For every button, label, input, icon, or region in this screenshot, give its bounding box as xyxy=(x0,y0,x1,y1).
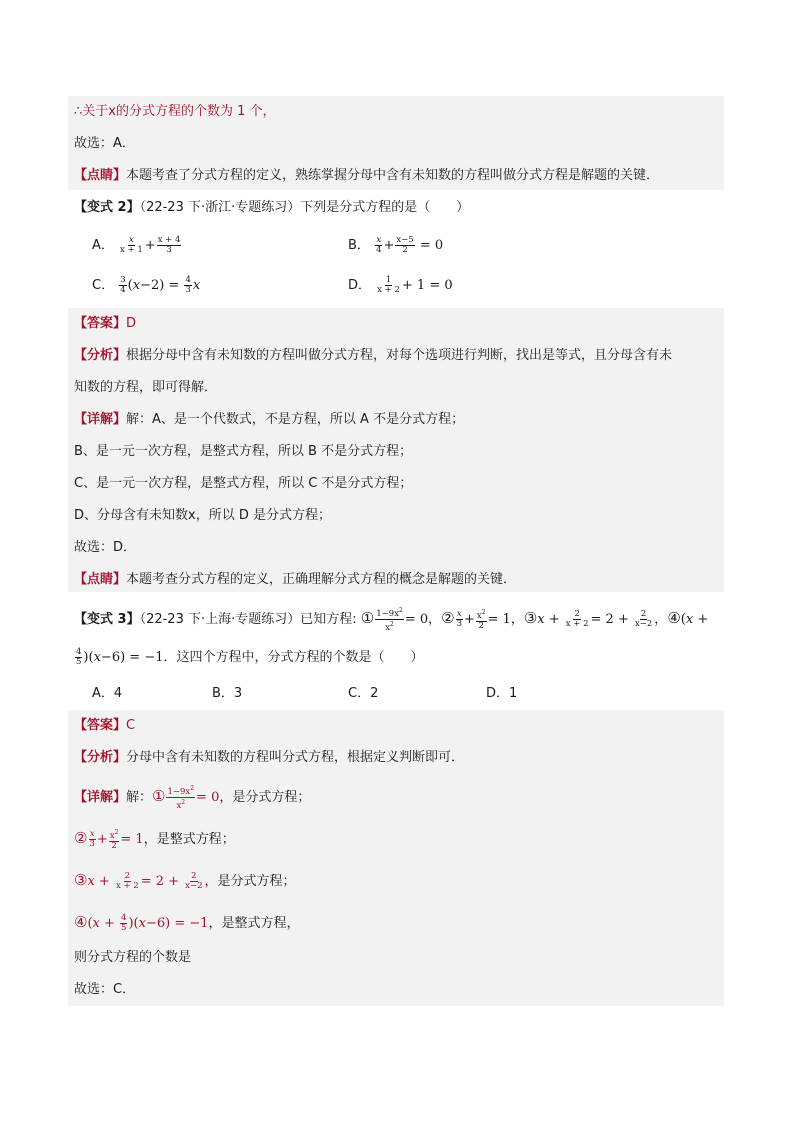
variant2-question xyxy=(74,198,469,218)
detail-tag: 【详解】 xyxy=(74,412,127,427)
detail4-suffix: ，是整式方程， xyxy=(208,916,300,931)
variant2-analysis-2: 知数的方程，即可得解． xyxy=(74,380,218,395)
variant2-source: （22-23 下·浙江·专题练习） xyxy=(139,200,301,215)
variant3-question-1: 【变式 3】（22-23 下·上海·专题练习）已知方程: ① $\frac{1-9x^2}{x^2}$ = 0，② $\frac{x}{3}$ + $\frac{x^2}{2}$ = 1，③x + $\frac{2}{x + 2}$ = 2 + $\frac{2}{x-2}$ ，④(x + xyxy=(74,607,709,633)
variant3-option-D: D．1 xyxy=(486,686,518,701)
variant3-option-B: B．3 xyxy=(212,686,243,701)
variant2-detail-3: C、是一元一次方程，是整式方程，所以 C 不是分式方程； xyxy=(74,476,413,491)
fraction: $\frac{4}{5}$ xyxy=(121,913,127,933)
fraction: $\frac{x^2}{2}$ xyxy=(109,829,119,851)
answer-tag: 【答案】 xyxy=(74,718,127,733)
variant3-detail-4: ④(x + $\frac{4}{5}$ )(x−6) = −1，是整式方程， xyxy=(74,913,300,933)
variant3-question-prefix: 已知方程: xyxy=(300,612,357,627)
variant3-tag: 【变式 3】 xyxy=(74,612,140,627)
dianjing-text: 本题考查分式方程的定义，正确理解分式方程的概念是解题的关键． xyxy=(126,572,517,587)
option-A-label: A． xyxy=(92,238,114,253)
detail-tag: 【详解】 xyxy=(74,790,127,805)
variant2-detail-1 xyxy=(74,410,464,430)
select-line: 故选：A． xyxy=(74,136,135,151)
fraction: $\frac{1-9x^2}{x^2}$ xyxy=(376,607,403,633)
detail3-suffix: ，是分式方程； xyxy=(204,874,296,889)
detail1-suffix: ，是分式方程； xyxy=(219,790,311,805)
dianjing-text: 本题考查了分式方程的定义，熟练掌握分母中含有未知数的方程叫做分式方程是解题的关键． xyxy=(126,168,660,183)
fraction: $\frac{2}{x-2}$ xyxy=(185,871,203,891)
variant3-detail-2: ② $\frac{x}{3}$ + $\frac{x^2}{2}$ = 1，是整式方程； xyxy=(74,829,235,851)
fraction: $\frac{x-5}{2}$ xyxy=(396,235,414,255)
variant2-detail-4: D、分母含有未知数x，所以 D 是分式方程； xyxy=(74,508,331,523)
fraction: $\frac{x}{3}$ xyxy=(456,609,462,629)
variant3-option-C: C．2 xyxy=(348,686,379,701)
variant3-analysis xyxy=(74,748,464,768)
variant3-count-line: 则分式方程的个数是 xyxy=(74,950,192,965)
variant3-select: 故选：C． xyxy=(74,982,136,997)
option-D-label: D． xyxy=(348,278,372,293)
option-B-label: B． xyxy=(348,238,370,253)
option-C: C． $\frac{3}{4}$ (x−2) = $\frac{4}{3}$ x xyxy=(92,275,201,295)
variant3-question-2: $\frac{4}{5}$ )(x−6) = −1．这四个方程中，分式方程的个数是（ ） xyxy=(76,647,424,667)
variant3-question-suffix: 这四个方程中，分式方程的个数是（ ） xyxy=(176,650,424,665)
fraction: $\frac{1}{x + 2}$ xyxy=(377,275,400,295)
analysis-tag: 【分析】 xyxy=(74,348,127,363)
analysis-text: 根据分母中含有未知数的方程叫做分式方程，对每个选项进行判断，找出是等式，且分母含有未 xyxy=(126,348,673,363)
variant3-detail-1: 【详解】解：① $\frac{1-9x^2}{x^2}$ = 0，是分式方程； xyxy=(74,785,311,811)
fraction: $\frac{x}{x + 1}$ xyxy=(120,235,143,255)
detail-intro: 解： xyxy=(126,790,153,805)
option-D: D． $\frac{1}{x + 2}$ + 1 = 0 xyxy=(348,275,453,295)
option-B: B． $\frac{x}{4}$ + $\frac{x-5}{2}$ = 0 xyxy=(348,235,444,255)
fraction: $\frac{4}{3}$ xyxy=(185,275,191,295)
variant2-tag: 【变式 2】 xyxy=(74,200,140,215)
fraction: $\frac{x^2}{2}$ xyxy=(476,609,486,631)
fraction: $\frac{2}{x + 2}$ xyxy=(115,871,139,891)
variant2-analysis-1 xyxy=(74,346,672,366)
fraction: $\frac{1-9x^2}{x^2}$ xyxy=(167,785,195,811)
conclusion-line: ∴关于x的分式方程的个数为 1 个， xyxy=(74,104,276,119)
variant3-detail-3: ③x + $\frac{2}{x + 2}$ = 2 + $\frac{2}{x-2}$ ，是分式方程； xyxy=(74,871,296,891)
fraction: $\frac{x + 4}{3}$ xyxy=(157,235,181,255)
answer-tag: 【答案】 xyxy=(74,316,127,331)
fraction: $\frac{2}{x + 2}$ xyxy=(565,609,589,629)
fraction: $\frac{x}{3}$ xyxy=(89,829,95,849)
dianjing-line xyxy=(74,166,659,186)
variant3-option-A: A．4 xyxy=(92,686,123,701)
analysis-tag: 【分析】 xyxy=(74,750,127,765)
variant2-select: 故选：D． xyxy=(74,540,137,555)
variant2-detail-2: B、是一元一次方程，是整式方程，所以 B 不是分式方程； xyxy=(74,444,413,459)
dianjing-tag: 【点睛】 xyxy=(74,572,127,587)
fraction: $\frac{x}{4}$ xyxy=(376,235,382,255)
variant3-answer xyxy=(74,716,135,736)
fraction: $\frac{4}{5}$ xyxy=(76,647,82,667)
detail2-suffix: ，是整式方程； xyxy=(143,832,235,847)
answer-value: C xyxy=(126,718,136,733)
option-C-label: C． xyxy=(92,278,115,293)
variant3-source: （22-23 下·上海·专题练习） xyxy=(139,612,301,627)
fraction: $\frac{2}{x-2}$ xyxy=(634,609,653,629)
option-A: A． $\frac{x}{x + 1}$ + $\frac{x + 4}{3}$ xyxy=(92,235,181,255)
answer-value: D xyxy=(126,316,137,331)
analysis-text: 分母中含有未知数的方程叫分式方程，根据定义判断即可． xyxy=(126,750,465,765)
variant2-question-text: 下列是分式方程的是（ ） xyxy=(300,200,470,215)
variant2-dianjing xyxy=(74,570,516,590)
detail-text: 解：A、是一个代数式，不是方程，所以 A 不是分式方程； xyxy=(126,412,465,427)
variant2-answer xyxy=(74,314,136,334)
dianjing-tag: 【点睛】 xyxy=(74,168,127,183)
fraction: $\frac{3}{4}$ xyxy=(120,275,126,295)
